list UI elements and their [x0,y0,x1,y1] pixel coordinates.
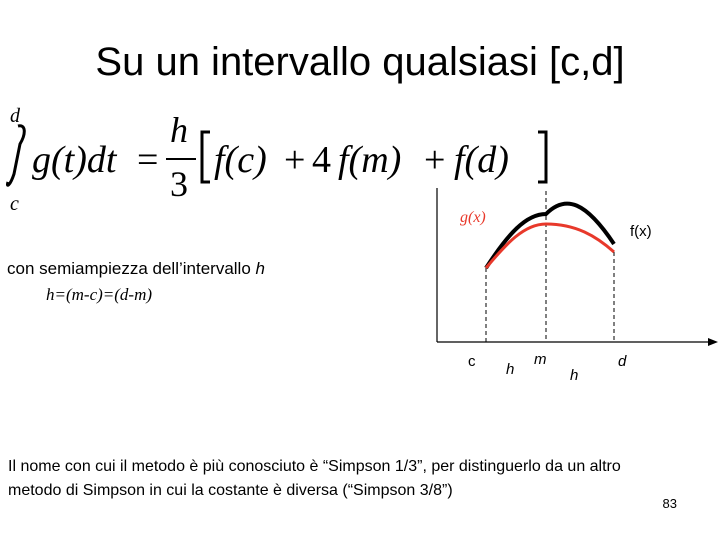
subtitle-text: con semiampiezza dell’intervallo [7,259,256,278]
upper-limit: d [10,105,20,127]
g-label: g(x) [460,209,486,226]
term-f-c: f(c) [214,139,267,181]
integral-sign [7,126,24,186]
simpson-graph [400,184,720,384]
equals-sign: = [137,139,159,181]
plus-sign-1: + [284,139,306,181]
half-width-formula: h=(m-c)=(d-m) [46,285,153,304]
curve-g [486,224,614,268]
note-line-1: Il nome con cui il metodo è più conosciuto è “Simpson 1/3”, per distinguerlo da un altro [8,458,621,475]
fraction-denominator: 3 [170,164,188,204]
h-label-2: h [570,367,579,384]
subtitle-variable: h [255,259,265,278]
lower-limit: c [10,193,19,214]
coefficient-4: 4 [312,139,331,181]
note-line-2: metodo di Simpson in cui la costante è diversa (“Simpson 3/8”) [8,482,453,499]
plus-sign-2: + [424,139,446,181]
left-bracket [202,132,210,182]
h-label-1: h [506,361,515,378]
d-label: d [618,353,627,370]
m-label: m [534,351,547,368]
x-axis-arrow [708,338,718,346]
note [8,455,708,503]
term-f-m: f(m) [338,139,402,181]
c-label: c [468,353,476,370]
term-f-d: f(d) [454,139,509,181]
subtitle [7,259,265,279]
fraction-numerator: h [170,110,188,150]
slide-title: Su un intervallo qualsiasi [c,d] [95,40,625,84]
f-label: f(x) [630,223,652,240]
page-number: 83 [662,496,677,511]
integrand: g(t)dt [32,139,117,181]
right-bracket [538,132,546,182]
